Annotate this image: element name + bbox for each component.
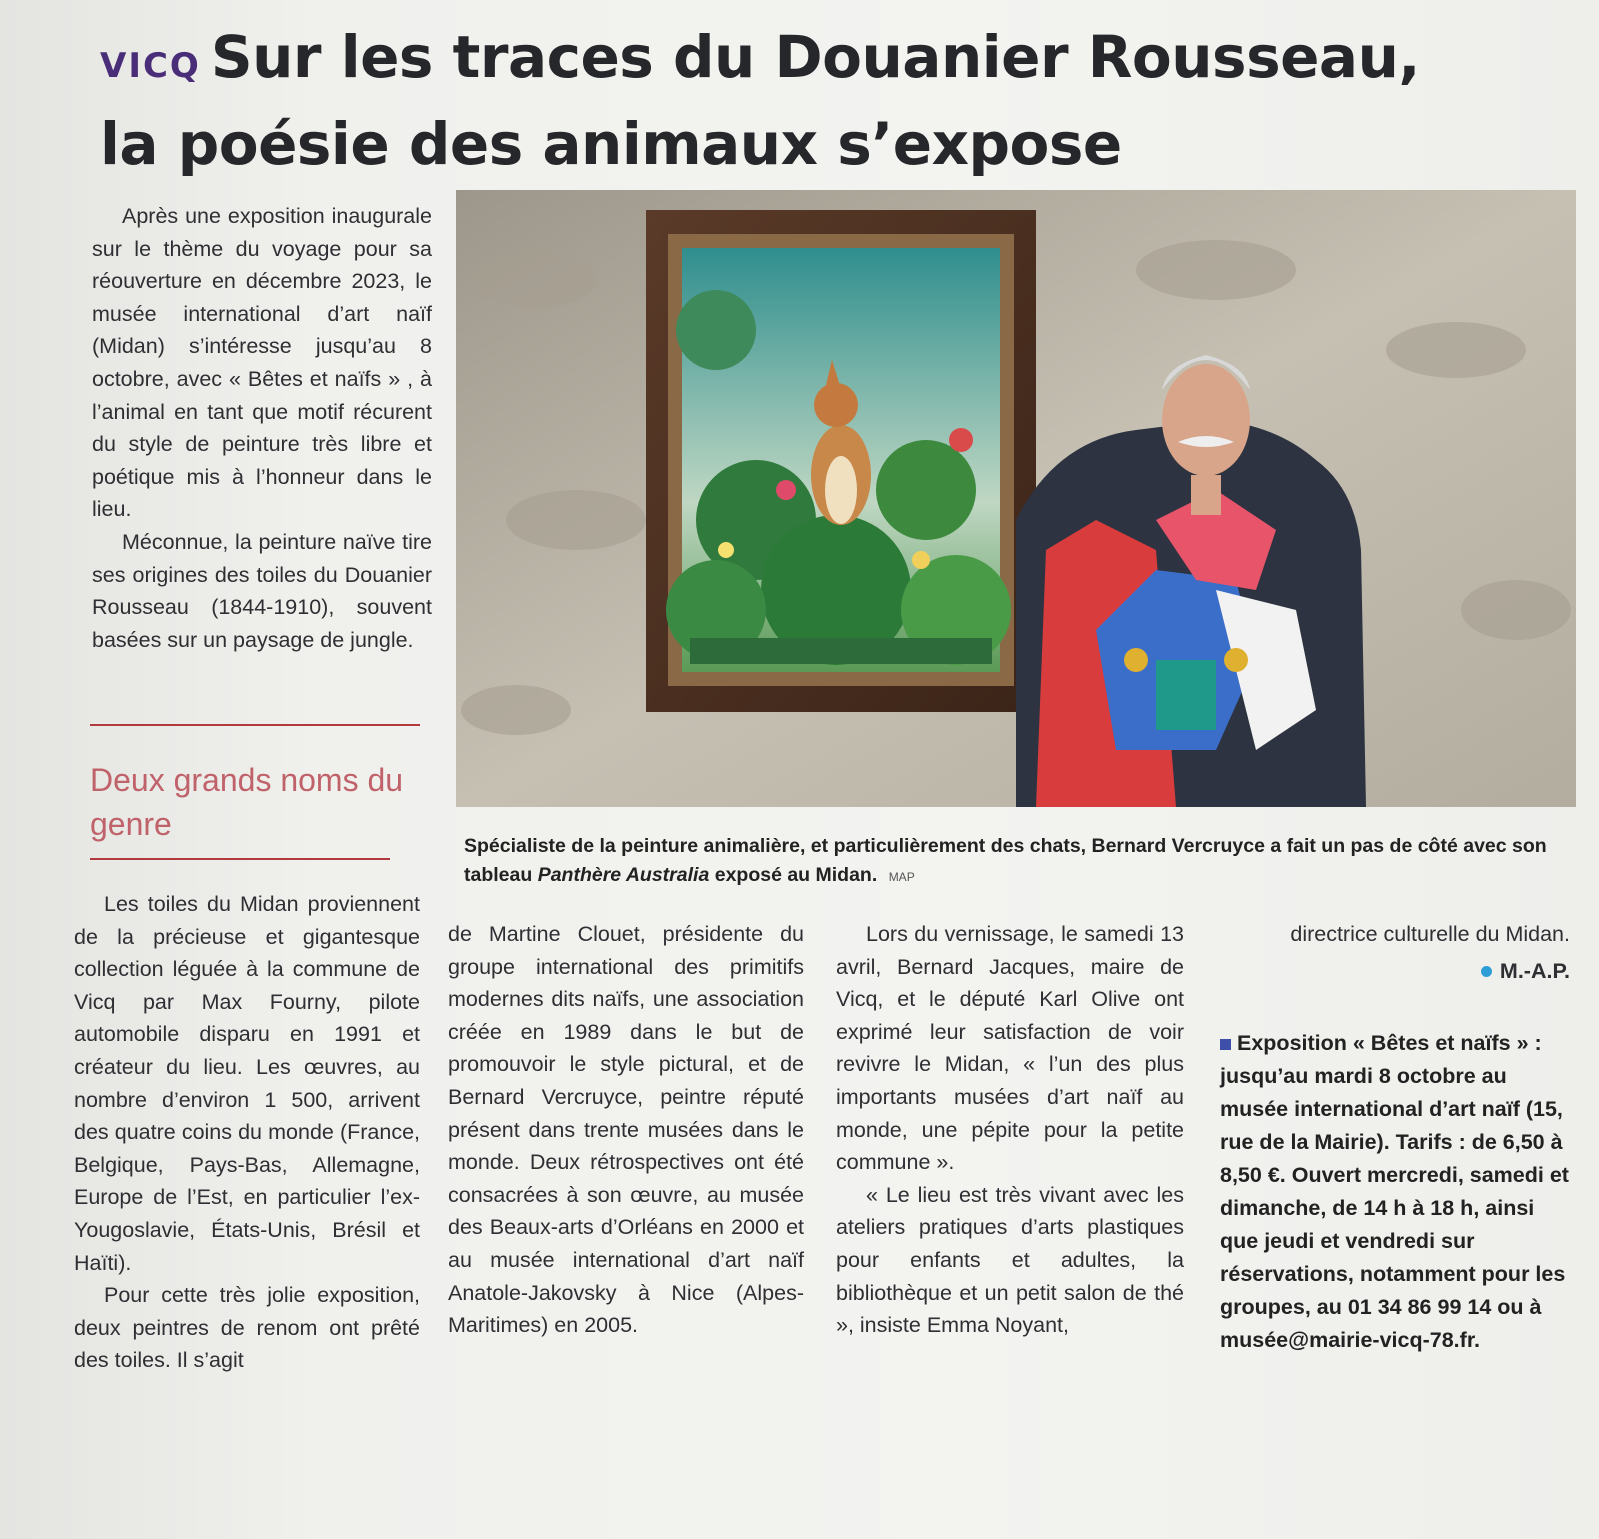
photo-caption [464, 832, 1564, 892]
column-1-paragraph-2: Pour cette très jolie exposition, deux peintres de renom ont prêté des toiles. Il s’agit [74, 1283, 420, 1373]
column-3-paragraph-2: « Le lieu est très vivant avec les ateliers pratiques d’arts plastiques pour enfants et adultes, la bibliothèque et un petit salon de thé », insiste Emma Noyant, [836, 1182, 1184, 1338]
intro-paragraph-1: Après une exposition inaugurale sur le thème du voyage pour sa réouverture en décembre 2023, le musée international d’art naïf (Midan) s’intéresse jusqu’au 8 octobre, avec « Bêtes et naïfs » , à l’animal en tant que motif récurent du style de peinture très libre et poétique mis à l’honneur dans le lieu. [92, 204, 432, 522]
subhead-rule-top [90, 724, 420, 726]
headline [100, 18, 1560, 183]
column-1-paragraph-1: Les toiles du Midan proviennent de la précieuse et gigantesque collection léguée à la commune de Vicq par Max Fourny, pilote automobile disparu en 1991 et créateur du lieu. Les œuvres, au nombre d’environ 1 500, arrivent des quatre coins du monde (France, Belgique, Pays-Bas, Allemagne, Europe de l’Est, en particulier l’ex-Yougoslavie, États-Unis, Brésil et Haïti). [74, 892, 420, 1275]
article-photo [456, 190, 1576, 807]
caption-artwork-title: Panthère Australia [537, 864, 710, 886]
column-4-text: directrice culturelle du Midan. [1290, 922, 1570, 946]
headline-line-1 [100, 18, 1560, 105]
intro-column [92, 200, 432, 656]
subhead: Deux grands noms du genre [90, 762, 404, 842]
column-3-paragraph-1: Lors du vernissage, le samedi 13 avril, Bernard Jacques, maire de Vicq, et le député Karl Olive ont exprimé leur satisfaction de voir revivre le Midan, « l’un des plus importants musées d’art naïf au monde, une pépite pour la petite commune ». [836, 922, 1184, 1175]
headline-text-1: Sur les traces du Douanier Rousseau, [210, 23, 1420, 91]
body-column-1 [74, 888, 420, 1377]
caption-text: Spécialiste de la peinture animalière, et particulièrement des chats, Bernard Vercruyce a fait un pas de côté avec son tableau [464, 835, 1547, 886]
subhead-rule-bottom [90, 858, 390, 860]
column-2-text: de Martine Clouet, présidente du groupe international des primitifs modernes dits naïfs, une association créée en 1989 dans le but de promouvoir le style pictural, et de Bernard Vercruyce, peintre réputé présent dans trente musées dans le monde. Deux rétrospectives ont été consacrées à son œuvre, au musée des Beaux-arts d’Orléans en 2000 et au musée international d’art naïf Anatole-Jakovsky à Nice (Alpes-Maritimes) en 2005. [448, 922, 804, 1338]
signature-dot-icon [1481, 966, 1492, 977]
info-box-text: Exposition « Bêtes et naïfs » : jusqu’au mardi 8 octobre au musée international d’art naïf (15, rue de la Mairie). Tarifs : de 6,50 à 8,50 €. Ouvert mercredi, samedi et dimanche, de 14 h à 18 h, ainsi que jeudi et vendredi sur réservations, notamment pour les groupes, au 01 34 86 99 14 ou à musée@mairie-vicq-78.fr. [1220, 1031, 1569, 1353]
info-box [1220, 1027, 1570, 1357]
body-column-2 [448, 918, 804, 1342]
caption-text-end: exposé au Midan. [714, 864, 878, 886]
info-square-icon [1220, 1039, 1231, 1050]
photo-credit: MAP [888, 870, 915, 884]
kicker: VICQ [100, 46, 201, 86]
body-column-3 [836, 918, 1184, 1342]
author-signature [1220, 955, 1570, 988]
intro-paragraph-2: Méconnue, la peinture naïve tire ses origines des toiles du Douanier Rousseau (1844-1910), souvent basées sur un paysage de jungle. [92, 529, 432, 652]
signature-text: M.-A.P. [1499, 958, 1570, 983]
body-column-4 [1220, 918, 1570, 1357]
headline-line-2: la poésie des animaux s’expose [100, 110, 1122, 178]
